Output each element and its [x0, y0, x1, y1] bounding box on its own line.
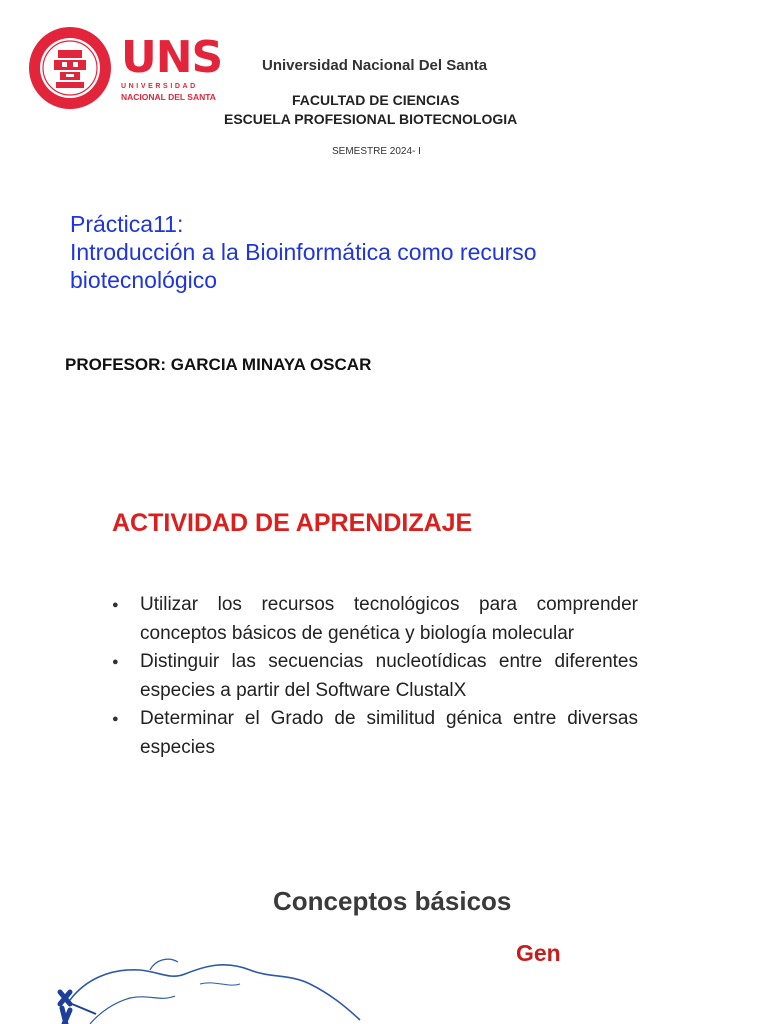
activity-heading: ACTIVIDAD DE APRENDIZAJE — [112, 509, 473, 537]
gene-label: Gen — [516, 940, 561, 966]
university-name: Universidad Nacional Del Santa — [262, 57, 488, 74]
school-name: ESCUELA PROFESIONAL BIOTECNOLOGIA — [224, 111, 518, 127]
practice-title-topic: Introducción a la Bioinformática como recurso biotecnológico — [70, 239, 537, 293]
objective-item: ● Utilizar los recursos tecnológicos para comprender conceptos básicos de genética y biología molecular — [112, 591, 638, 648]
objectives-list — [112, 591, 638, 762]
practice-title-number: Práctica11: — [70, 211, 184, 237]
objective-item: ● Distinguir las secuencias nucleotídicas entre diferentes especies a partir del Software ClustalX — [112, 648, 638, 705]
semester-label: SEMESTRE 2024- I — [332, 146, 421, 157]
professor-name: PROFESOR: GARCIA MINAYA OSCAR — [65, 355, 372, 374]
objective-item: ● Determinar el Grado de similitud génica entre diversas especies — [112, 705, 638, 762]
logo-line-universidad: UNIVERSIDAD — [121, 83, 198, 90]
chromosome-cell-illustration-icon — [0, 940, 512, 1024]
logo-line-nacional: NACIONAL DEL SANTA — [121, 92, 216, 102]
concepts-heading: Conceptos básicos — [273, 886, 512, 916]
faculty-name: FACULTAD DE CIENCIAS — [292, 92, 460, 108]
practice-title — [70, 210, 670, 294]
university-seal-icon — [28, 20, 114, 116]
logo-wordmark: UNS — [121, 32, 223, 83]
